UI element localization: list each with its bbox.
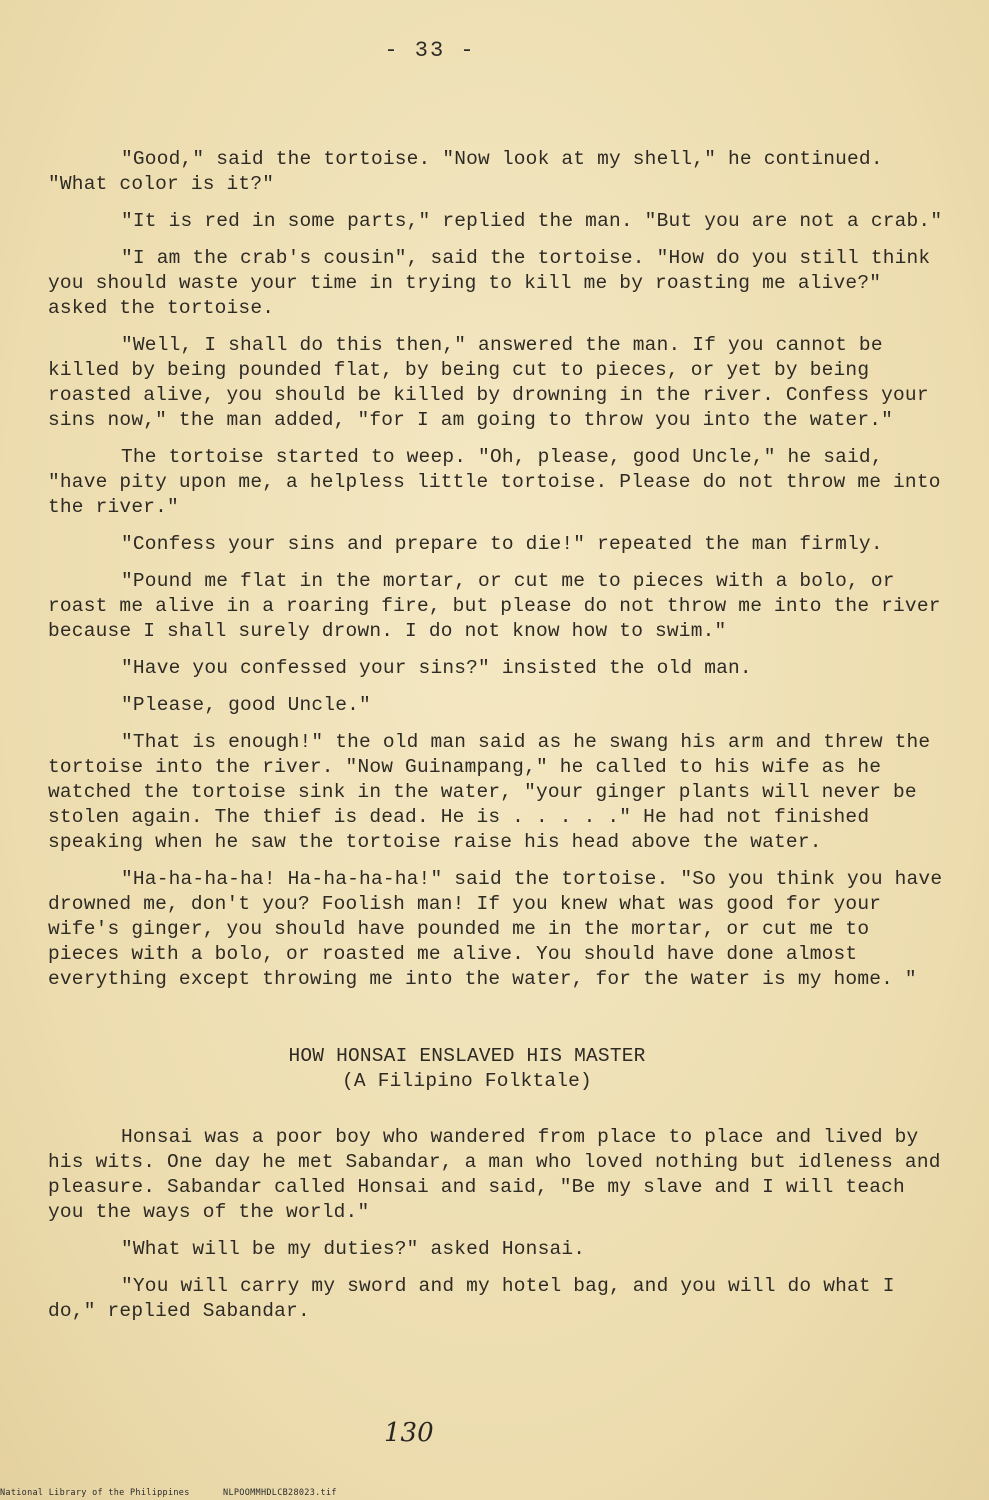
paragraph: The tortoise started to weep. "Oh, please, good Uncle," he said, "have pity upon me, a helpless little tortoise. Please do not throw me into the river." <box>48 446 941 518</box>
paragraph: "What will be my duties?" asked Honsai. <box>121 1238 586 1260</box>
paragraph: "Good," said the tortoise. "Now look at my shell," he continued. "What color is it?" <box>48 148 883 195</box>
story-title: HOW HONSAI ENSLAVED HIS MASTER <box>288 1045 646 1067</box>
scan-footer <box>0 1488 365 1498</box>
page-number: - 33 - <box>384 38 476 63</box>
paragraph: "Well, I shall do this then," answered the man. If you cannot be killed by being pounded flat, by being cut to pieces, or yet by being roasted alive, you should be killed by drowning in the river. Confess your sins now," the man added, "for I am going to throw you into the water." <box>48 334 929 431</box>
paragraph: "I am the crab's cousin", said the tortoise. "How do you still think you should waste your time in trying to kill me by roasting me alive?" asked the tortoise. <box>48 247 931 319</box>
paragraph: "Pound me flat in the mortar, or cut me to pieces with a bolo, or roast me alive in a roaring fire, but please do not throw me into the river because I shall surely drown. I do not know how to swim." <box>48 570 941 642</box>
story-heading <box>48 1044 886 1094</box>
document-body <box>48 147 948 1336</box>
paragraph: "Confess your sins and prepare to die!" repeated the man firmly. <box>121 533 883 555</box>
paragraph: "Ha-ha-ha-ha! Ha-ha-ha-ha!" said the tortoise. "So you think you have drowned me, don't you? Foolish man! If you knew what was good for your wife's ginger, you should have pounded me in the mortar, or cut me to pieces with a bolo, or roasted me alive. You should have done almost everything except throwing me into the water, for the water is my home. " <box>48 868 943 990</box>
paragraph: "That is enough!" the old man said as he swang his arm and threw the tortoise into the river. "Now Guinampang," he called to his wife as he watched the tortoise sink in the water, "your ginger plants will never be stolen again. The thief is dead. He is . . . . ." He had not finished speaking when he saw the tortoise raise his head above the water. <box>48 731 931 853</box>
story-subtitle: (A Filipino Folktale) <box>342 1070 592 1092</box>
paragraph: "You will carry my sword and my hotel bag, and you will do what I do," replied Sabandar. <box>48 1275 895 1322</box>
paragraph: "It is red in some parts," replied the man. "But you are not a crab." <box>121 210 943 232</box>
paragraph: Honsai was a poor boy who wandered from place to place and lived by his wits. One day he met Sabandar, a man who loved nothing but idleness and pleasure. Sabandar called Honsai and said, "Be my slave and I will teach you the ways of the world." <box>48 1126 941 1223</box>
footer-library: National Library of the Philippines <box>0 1488 190 1498</box>
footer-file-id: NLPOOMMHDLCB28023.tif <box>223 1488 337 1498</box>
handwritten-page-note: 130 <box>384 1418 434 1448</box>
paragraph: "Please, good Uncle." <box>121 694 371 716</box>
paragraph: "Have you confessed your sins?" insisted the old man. <box>121 657 752 679</box>
